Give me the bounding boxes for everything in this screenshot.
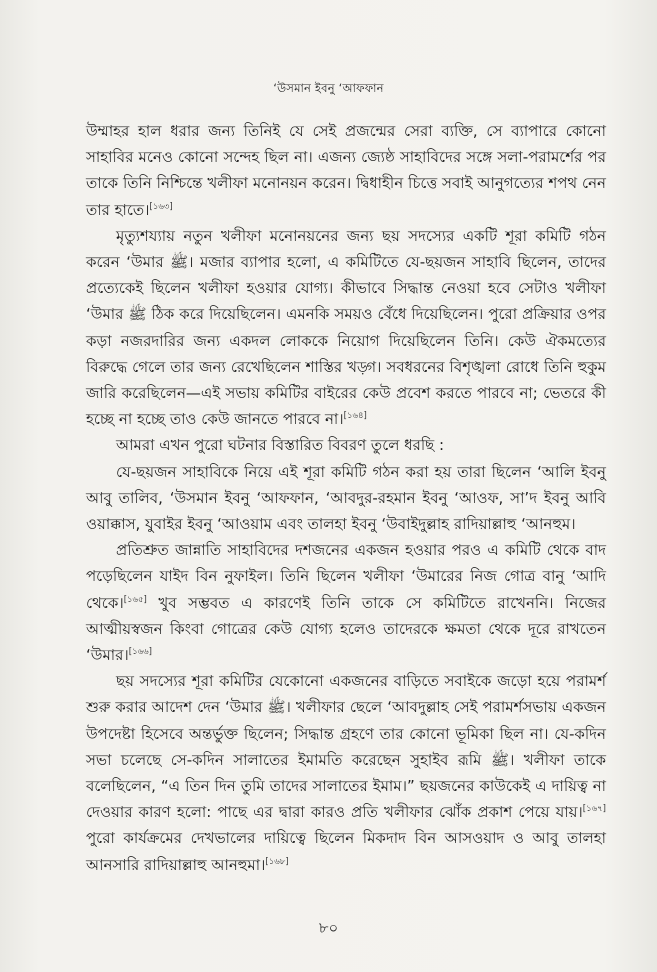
- footnote-marker: [১৬৪]: [343, 411, 367, 422]
- paragraph-text-continued: খুব সম্ভবত এ কারণেই তিনি তাকে সে কমিটিতে রাখেননি। নিজের আত্মীয়স্বজন কিংবা গোত্রের কেউ যোগ্য হলেও তাদেরকে ক্ষমতা থেকে দূরে রাখতেন ‘উমার।: [86, 593, 606, 665]
- footnote-marker: [১৬৮]: [265, 856, 289, 867]
- footnote-marker: [১৬৩]: [149, 201, 173, 212]
- paragraph-text: প্রতিশ্রুত জান্নাতি সাহাবিদের দশজনের একজন হওয়ার পরও এ কমিটি থেকে বাদ পড়েছিলেন যাইদ বিন নুফাইল। তিনি ছিলেন খলীফা ‘উমারের নিজ গোত্র বানু ‘আদি থেকে।: [86, 541, 606, 612]
- paragraph-1: [86, 118, 606, 223]
- paragraph-text: ছয় সদস্যের শূরা কমিটির যেকোনো একজনের বাড়িতে সবাইকে জড়ো হয়ে পরামর্শ শুরু করার আদেশ দেন ‘উমার ﷺ। খলীফার ছেলে ‘আবদুল্লাহ সেই পরামর্শসভায় একজন উপদেষ্টা হিসেবে অন্তর্ভুক্ত ছিলেন; সিদ্ধান্ত গ্রহণে তার কোনো ভূমিকা ছিল না। যে-কদিন সভা চলেছে সে-কদিন সালাতের ইমামতি করেছেন সুহাইব রূমি ﷺ। খলীফা তাকে বলেছিলেন, “এ তিন দিন তুমি তাদের সালাতের ইমাম।” ছয়জনের কাউকেই এ দায়িত্ব না দেওয়ার কারণ হলো: পাছে এর দ্বারা কারও প্রতি খলীফার ঝোঁক প্রকাশ পেয়ে যায়।: [86, 672, 606, 822]
- paragraph-text-continued: পুরো কার্যক্রমের দেখভালের দায়িত্বে ছিলেন মিকদাদ বিন আসওয়াদ ও আবু তালহা আনসারি রাদিয়াল্লাহু আনহুমা।: [86, 829, 606, 874]
- running-header: ‘উসমান ইবনু ‘আফফান: [273, 81, 384, 95]
- paragraph-text: উম্মাহর হাল ধরার জন্য তিনিই যে সেই প্রজন্মের সেরা ব্যক্তি, সে ব্যাপারে কোনো সাহাবির মনেও কোনো সন্দেহ ছিল না। এজন্য জ্যেষ্ঠ সাহাবিদের সঙ্গে সলা-পরামর্শের পর তাকে তিনি নিশ্চিন্তে খলীফা মনোনয়ন করেন। দ্বিধাহীন চিত্তে সবাই আনুগত্যের শপথ নেন তার হাতে।: [86, 122, 606, 219]
- paragraph-5: [86, 537, 606, 668]
- paragraph-text: আমরা এখন পুরো ঘটনার বিস্তারিত বিবরণ তুলে ধরছি :: [116, 436, 445, 455]
- page-number: ৮০: [318, 919, 339, 937]
- paragraph-3: [86, 432, 606, 458]
- footnote-marker: [১৬৬]: [128, 647, 152, 658]
- paragraph-2: [86, 223, 606, 433]
- paragraph-text: যে-ছয়জন সাহাবিকে নিয়ে এই শূরা কমিটি গঠন করা হয় তারা ছিলেন ‘আলি ইবনু আবু তালিব, ‘উসমান ইবনু ‘আফফান, ‘আবদুর-রহমান ইবনু ‘আওফ, সা’দ ইবনু আবি ওয়াক্কাস, যুবাইর ইবনু ‘আওয়াম এবং তালহা ইবনু ‘উবাইদুল্লাহ রাদিয়াল্লাহু ‘আনহুম।: [86, 462, 606, 534]
- body-text: [86, 118, 606, 878]
- footnote-marker: [১৬৫]: [123, 594, 147, 605]
- paragraph-6: [86, 668, 606, 878]
- footnote-marker: [১৬৭]: [582, 804, 606, 815]
- paragraph-4: [86, 459, 606, 538]
- paragraph-text: মৃত্যুশয্যায় নতুন খলীফা মনোনয়নের জন্য ছয় সদস্যের একটি শূরা কমিটি গঠন করেন ‘উমার ﷺ। মজার ব্যাপার হলো, এ কমিটিতে যে-ছয়জন সাহাবি ছিলেন, তাদের প্রত্যেকেই ছিলেন খলীফা হওয়ার যোগ্য। কীভাবে সিদ্ধান্ত নেওয়া হবে সেটাও খলীফা ‘উমার ﷺ ঠিক করে দিয়েছিলেন। এমনকি সময়ও বেঁধে দিয়েছিলেন। পুরো প্রক্রিয়ার ওপর কড়া নজরদারির জন্য একদল লোককে নিয়োগ দিয়েছিলেন তিনি। কেউ ঐকমত্যের বিরুদ্ধে গেলে তার জন্য রেখেছিলেন শাস্তির খড়্গ। সবধরনের বিশৃঙ্খলা রোধে তিনি হুকুম জারি করেছিলেন—এই সভায় কমিটির বাইরের কেউ প্রবেশ করতে পারবে না; ভেতরে কী হচ্ছে না হচ্ছে তাও কেউ জানতে পারবে না।: [86, 226, 606, 429]
